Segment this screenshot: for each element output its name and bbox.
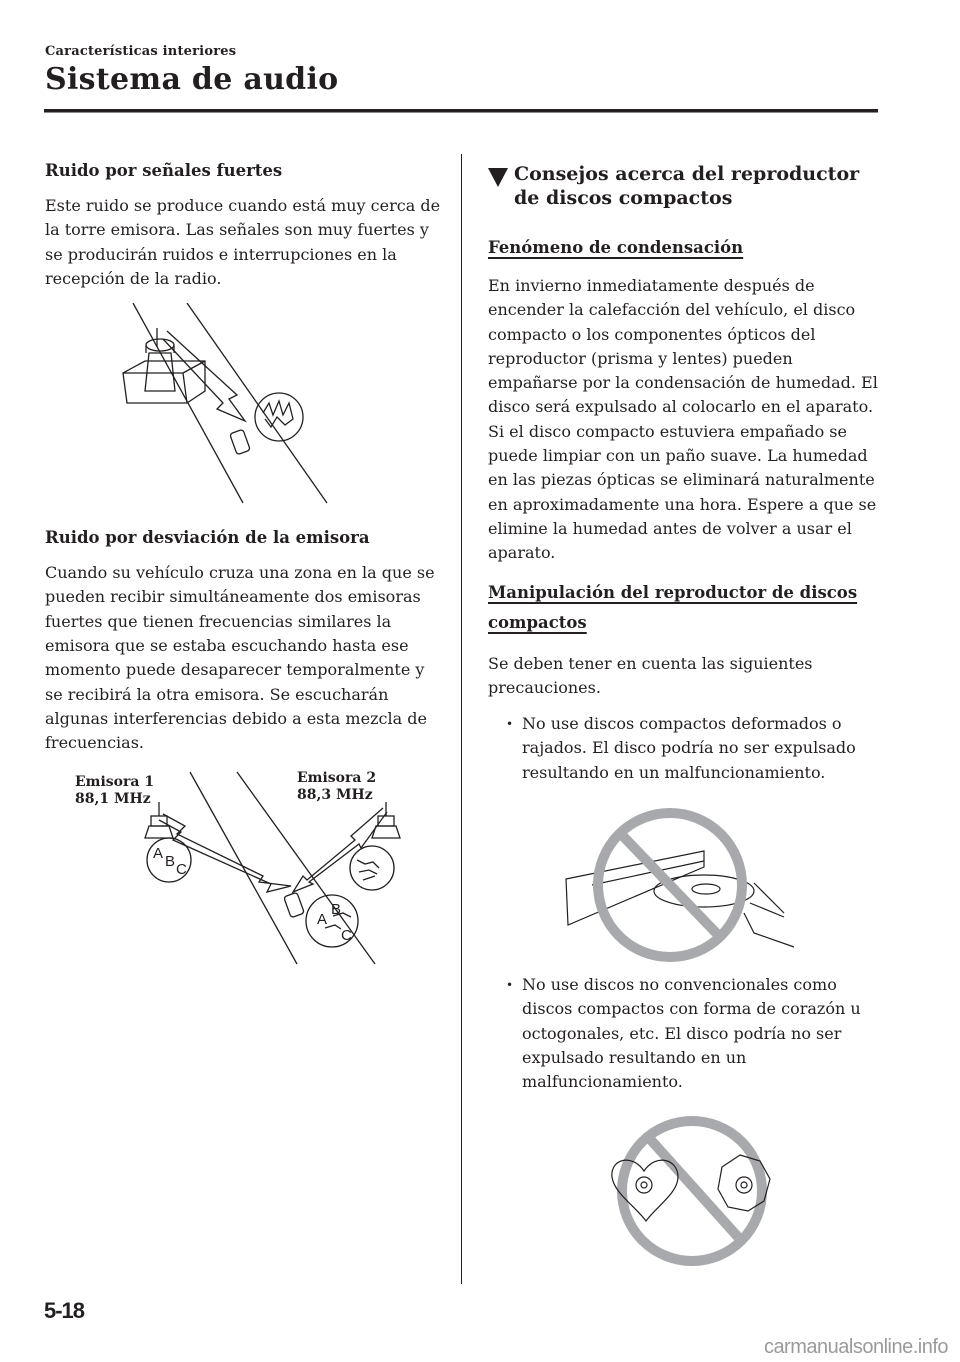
page-number: 5-18 — [44, 1298, 85, 1323]
condensation-heading: Fenómeno de condensación — [488, 238, 744, 257]
bubble1-letter-c: C — [176, 860, 187, 878]
bubble3-letter-b: B — [331, 900, 342, 918]
condensation-heading-wrap — [488, 236, 883, 260]
station-drift-text: Cuando su vehículo cruza una zona en la que se pueden recibir simultáneamente dos emisoras fuertes que tienen frecuencias similares la emisora que se estaba escuchando hasta ese momento puede desaparecer temporalmente y se recibirá la otra emisora. Se escucharán algunas interferencias debido a esta mezcla de frecuencias. — [45, 563, 435, 753]
no-deformed-disc-illustration — [554, 803, 814, 963]
bubble1-letter-a: A — [153, 844, 164, 862]
cd-tips-heading: Consejos acerca del reproductor de discos compactos — [488, 162, 883, 210]
handling-heading: Manipulación del reproductor de discos compactos — [488, 582, 858, 632]
condensation-text: En invierno inmediatamente después de encender la calefacción del vehículo, el disco compacto o los componentes ópticos del reproductor (prisma y lentes) pueden empañarse por la condensación de humedad. El disco será expulsado al colocarlo en el aparato. Si el disco compacto estuviera empañado se puede limpiar con un paño suave. La humedad en las piezas ópticas se eliminará naturalmente en aproximadamente una hora. Espere a que se elimine la humedad antes de volver a usar el aparato. — [488, 276, 878, 563]
station1-label: Emisora 1 88,1 MHz — [75, 773, 155, 807]
station2-label: Emisora 2 88,3 MHz — [297, 769, 377, 803]
left-column — [45, 160, 445, 978]
bubble3-letter-a: A — [317, 910, 328, 928]
station-drift-illustration — [45, 768, 445, 978]
bullet-icon: • — [506, 978, 514, 993]
handling-intro: Se deben tener en cuenta las siguientes precauciones. — [488, 653, 813, 697]
triangle-marker-icon — [488, 168, 508, 187]
list-item: • No use discos no convencionales como discos compactos con forma de corazón u octogonales, etc. El disco podría no ser expulsado resultando en un malfuncionamiento. — [506, 975, 861, 1092]
bubble1-letter-b: B — [165, 852, 176, 870]
section-label: Características interiores — [45, 44, 237, 59]
column-divider — [461, 154, 462, 1284]
strong-signal-heading: Ruido por señales fuertes — [45, 161, 283, 180]
strong-signal-text: Este ruido se produce cuando está muy cerca de la torre emisora. Las señales son muy fuertes y se producirán ruidos e interrupciones en la recepción de la radio. — [45, 196, 441, 288]
station-drift-figure — [45, 768, 445, 978]
station-drift-heading: Ruido por desviación de la emisora — [45, 528, 370, 548]
right-column — [488, 162, 883, 1273]
no-irregular-disc-illustration — [592, 1113, 792, 1273]
precautions-list-2 — [506, 973, 883, 1094]
page-title: Sistema de audio — [45, 62, 339, 97]
bullet-icon: • — [506, 717, 514, 732]
strong-signal-illustration — [105, 303, 365, 513]
precautions-list — [506, 712, 883, 785]
bubble3-letter-c: C — [341, 926, 352, 944]
title-rule — [44, 109, 878, 113]
list-item: • No use discos compactos deformados o rajados. El disco podría no ser expulsado resultando en un malfuncionamiento. — [506, 714, 856, 782]
handling-heading-wrap — [488, 578, 883, 638]
watermark: carmanualsonline.info — [763, 1336, 948, 1358]
